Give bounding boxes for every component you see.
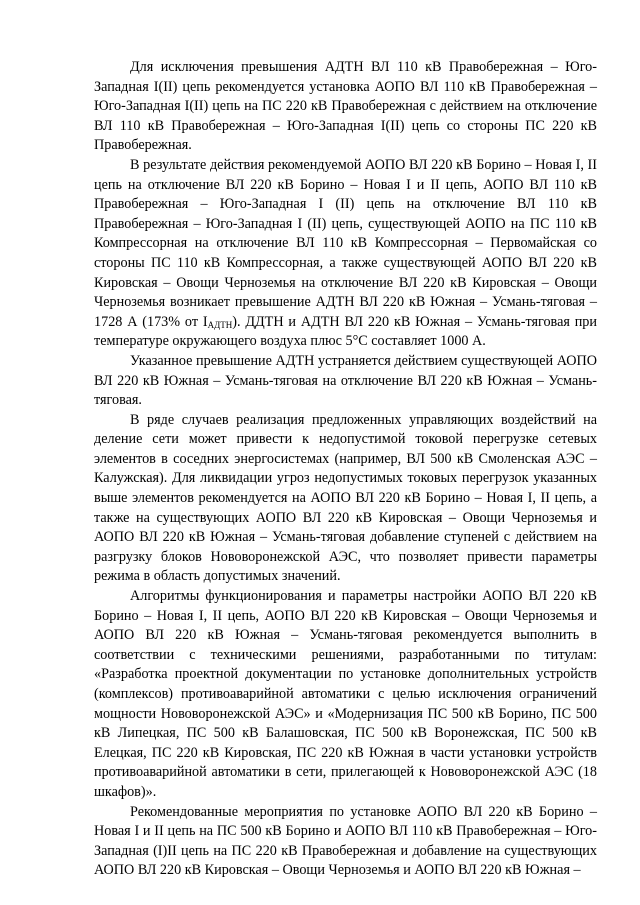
document-page: [94, 58, 597, 881]
paragraph-text-continued: ). ДДТН и АДТН ВЛ 220 кВ Южная – Усмань-тяговая при температуре окружающего воздуха плюс 5°С составляет 1000 А.: [94, 313, 597, 350]
paragraph-recommended-measures: Рекомендованные мероприятия по установке АОПО ВЛ 220 кВ Борино – Новая I и II цепь на ПС 500 кВ Борино и АОПО ВЛ 110 кВ Правобережная – Юго-Западная (I)II цепь на ПС 220 кВ Правобережная и добавление на существующих АОПО ВЛ 220 кВ Кировская – Овощи Черноземья и АОПО ВЛ 220 кВ Южная –: [94, 803, 597, 879]
paragraph-aopo-result: [94, 156, 597, 352]
paragraph-network-division: В ряде случаев реализация предложенных управляющих воздействий на деление сети может привести к недопустимой токовой перегрузке сетевых элементов в соседних энергосистемах (например, ВЛ 500 кВ Смоленская АЭС – Калужская). Для ликвидации угроз недопустимых токовых перегрузок указанных выше элементов рекомендуется на АОПО ВЛ 220 кВ Борино – Новая I, II цепь, а также на существующих АОПО ВЛ 220 кВ Кировская – Овощи Черноземья и АОПО ВЛ 220 кВ Южная – Усмань-тяговая добавление ступеней с действием на разгрузку блоков Нововоронежской АЭС, что позволяет привести параметры режима в область допустимых значений.: [94, 411, 597, 585]
paragraph-overload-elimination: Указанное превышение АДТН устраняется действием существующей АОПО ВЛ 220 кВ Южная – Усмань-тяговая на отключение ВЛ 220 кВ Южная – Усмань-тяговая.: [94, 352, 597, 409]
paragraph-algorithms: Алгоритмы функционирования и параметры настройки АОПО ВЛ 220 кВ Борино – Новая I, II цепь, АОПО ВЛ 220 кВ Кировская – Овощи Черноземья и АОПО ВЛ 220 кВ Южная – Усмань-тяговая рекомендуется выполнить в соответствии с техническими решениями, разработанными по титулам: «Разработка проектной документации по установке дополнительных устройств (комплексов) противоаварийной автоматики с целью исключения ограничений мощности Нововоронежской АЭС» и «Модернизация ПС 500 кВ Борино, ПС 500 кВ Липецкая, ПС 500 кВ Балашовская, ПС 500 кВ Воронежская, ПС 500 кВ Елецкая, ПС 220 кВ Кировская, ПС 220 кВ Южная в части установки устройств противоаварийной автоматики в сети, прилегающей к Нововоронежской АЭС (18 шкафов)».: [94, 588, 597, 800]
subscript-adtn: АДТН: [207, 319, 233, 330]
paragraph-adtn-exclusion: Для исключения превышения АДТН ВЛ 110 кВ Правобережная – Юго-Западная I(II) цепь рекомендуется установка АОПО ВЛ 110 кВ Правобережная – Юго-Западная I(II) цепь на ПС 220 кВ Правобережная с действием на отключение ВЛ 110 кВ Правобережная – Юго-Западная I(II) цепь со стороны ПС 220 кВ Правобережная.: [94, 59, 597, 154]
paragraph-text: В результате действия рекомендуемой АОПО ВЛ 220 кВ Борино – Новая I, II цепь на отключение ВЛ 220 кВ Борино – Новая I и II цепь, АОПО ВЛ 110 кВ Правобережная – Юго-Западная I (II) цепь на отключение ВЛ 110 кВ Правобережная – Юго-Западная I (II) цепь, существующей АОПО на ПС 110 кВ Компрессорная на отключение ВЛ 110 кВ Компрессорная – Первомайская со стороны ПС 110 кВ Компрессорная, а также существующей АОПО ВЛ 220 кВ Кировская – Овощи Черноземья на отключение ВЛ 220 кВ Кировская – Овощи Черноземья возникает превышение АДТН ВЛ 220 кВ Южная – Усмань-тяговая – 1728 А (173% от I: [94, 156, 597, 330]
